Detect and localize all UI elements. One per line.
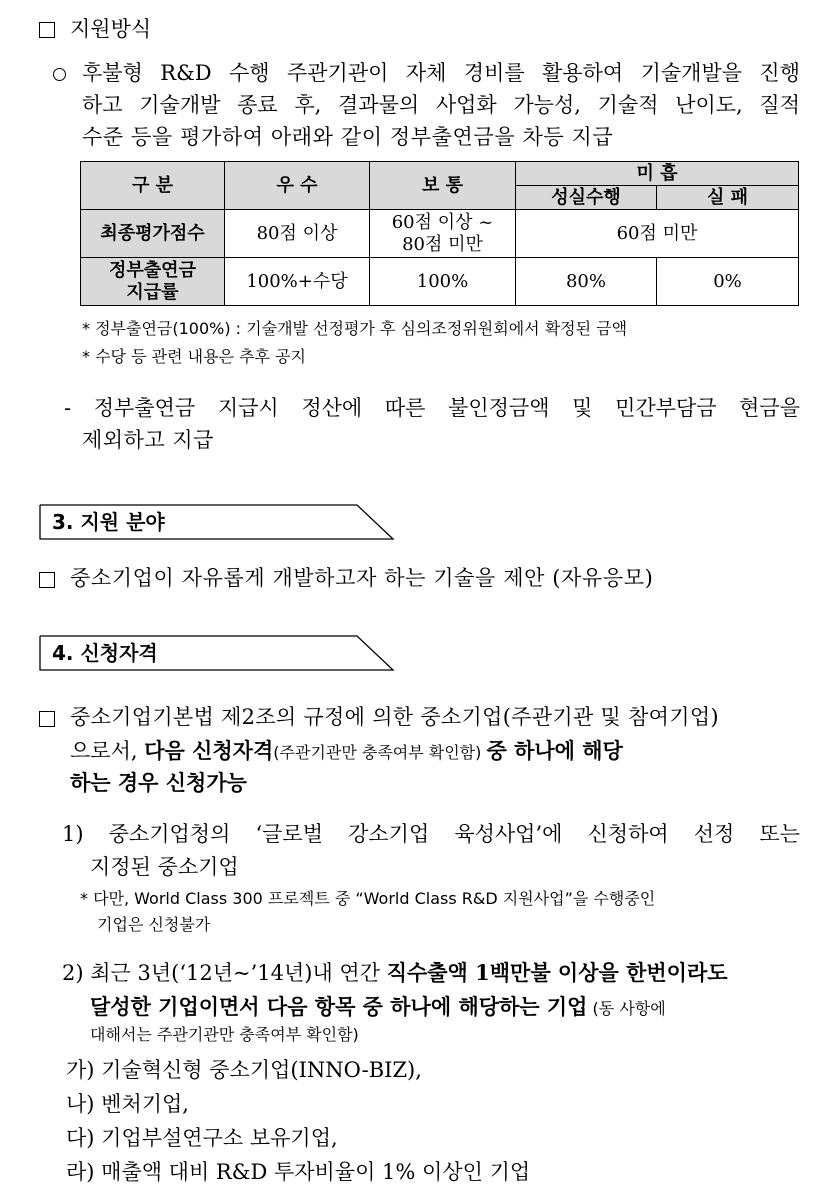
dash-item-line1: - 정부출연금 지급시 정산에 따른 불인정금액 및 민간부담금 현금을 (64, 396, 800, 420)
sub-item-ra: 라) 매출액 대비 R&D 투자비율이 1% 이상인 기업 (66, 1160, 531, 1184)
item2-line3: 대해서는 주관기관만 충족여부 확인함) (90, 1025, 359, 1044)
header-category: 구 분 (81, 162, 225, 210)
item1-note-line2: 기업은 신청불가 (97, 915, 211, 934)
item2-line2-b: (동 사항에 (587, 999, 666, 1018)
item2-line1-b: 직수출액 1백만불 이상을 한번이라도 (386, 960, 728, 985)
support-rate-table (80, 161, 799, 306)
header-fail: 실 패 (657, 186, 799, 210)
row-label-payment-rate-line2: 지급률 (126, 281, 179, 303)
table-note-1: * 정부출연금(100%) : 기술개발 선정평가 후 심의조정위원회에서 확정된 금액 (82, 319, 628, 338)
sub-item-ga: 가) 기술혁신형 중소기업(INNO-BIZ), (66, 1058, 422, 1082)
eligibility-line2 (70, 737, 623, 765)
sub-item-na: 나) 벤처기업, (66, 1092, 189, 1116)
header-excellent: 우 수 (225, 162, 370, 210)
section3-item: 중소기업이 자유롭게 개발하고자 하는 기술을 제안 (자유응모) (70, 566, 654, 590)
cell-rate-fail: 0% (657, 258, 799, 306)
item1-line1: 1) 중소기업청의 ‘글로벌 강소기업 육성사업’에 신청하여 선정 또는 (62, 822, 800, 846)
heading-support-method: 지원방식 (70, 17, 152, 41)
cell-rate-faithful: 80% (516, 258, 657, 306)
support-method-para-line3: 수준 등을 평가하여 아래와 같이 정부출연금을 차등 지급 (82, 125, 614, 149)
eligibility-line2-b: 다음 신청자격 (144, 738, 274, 763)
sub-item-da: 다) 기업부설연구소 보유기업, (66, 1126, 338, 1150)
section-title-4: 4. 신청자격 (52, 641, 158, 665)
eligibility-line3 (70, 769, 247, 797)
item1-note-line1: * 다만, World Class 300 프로젝트 중 “World Class R&D 지원사업”을 수행중인 (80, 889, 656, 908)
support-method-para-line2: 하고 기술개발 종료 후, 결과물의 사업화 가능성, 기술적 난이도, 질적 (82, 93, 800, 117)
eligibility-line3-text: 하는 경우 신청가능 (70, 770, 247, 795)
cell-rate-normal: 100% (370, 258, 516, 306)
cell-score-excellent: 80점 이상 (225, 210, 370, 258)
cell-score-normal-line1: 60점 이상 ~ (391, 211, 494, 233)
eligibility-line2-a: 으로서, (70, 739, 145, 763)
cell-score-normal-line2: 80점 미만 (402, 233, 483, 255)
square-bullet-icon (39, 711, 55, 727)
dash-item-line2: 제외하고 지급 (82, 428, 214, 452)
cell-score-poor: 60점 미만 (516, 210, 799, 258)
table-note-2: * 수당 등 관련 내용은 추후 공지 (82, 347, 306, 366)
cell-score-normal (370, 210, 516, 258)
cell-rate-excellent: 100%+수당 (225, 258, 370, 306)
eligibility-line1: 중소기업기본법 제2조의 규정에 의한 중소기업(주관기관 및 참여기업) (70, 705, 719, 729)
square-bullet-icon (39, 22, 55, 38)
item2-line1 (62, 959, 728, 987)
item2-line2 (90, 993, 666, 1021)
item1-line2: 지정된 중소기업 (90, 855, 239, 879)
row-label-payment-rate-line1: 정부출연금 (109, 259, 196, 281)
header-poor: 미 흡 (516, 162, 799, 186)
section-header-4 (39, 635, 395, 671)
support-method-para-line1: 후불형 R&D 수행 주관기관이 자체 경비를 활용하여 기술개발을 진행 (82, 61, 800, 85)
table-row (81, 258, 799, 306)
eligibility-line2-c: (주관기관만 충족여부 확인함) (273, 743, 487, 762)
eligibility-line2-d: 중 하나에 해당 (486, 738, 623, 763)
square-bullet-icon (39, 572, 55, 588)
item2-line2-a: 달성한 기업이면서 다음 항목 중 하나에 해당하는 기업 (90, 994, 588, 1019)
header-faithful: 성실수행 (516, 186, 657, 210)
item2-line1-a: 2) 최근 3년(‘12년~’14년)내 연간 (62, 961, 387, 985)
table-row (81, 210, 799, 258)
row-label-payment-rate (81, 258, 225, 306)
header-normal: 보 통 (370, 162, 516, 210)
section-header-3 (39, 504, 395, 540)
section-title-3: 3. 지원 분야 (52, 510, 165, 534)
circle-bullet-icon (53, 68, 66, 81)
row-label-final-score: 최종평가점수 (81, 210, 225, 258)
